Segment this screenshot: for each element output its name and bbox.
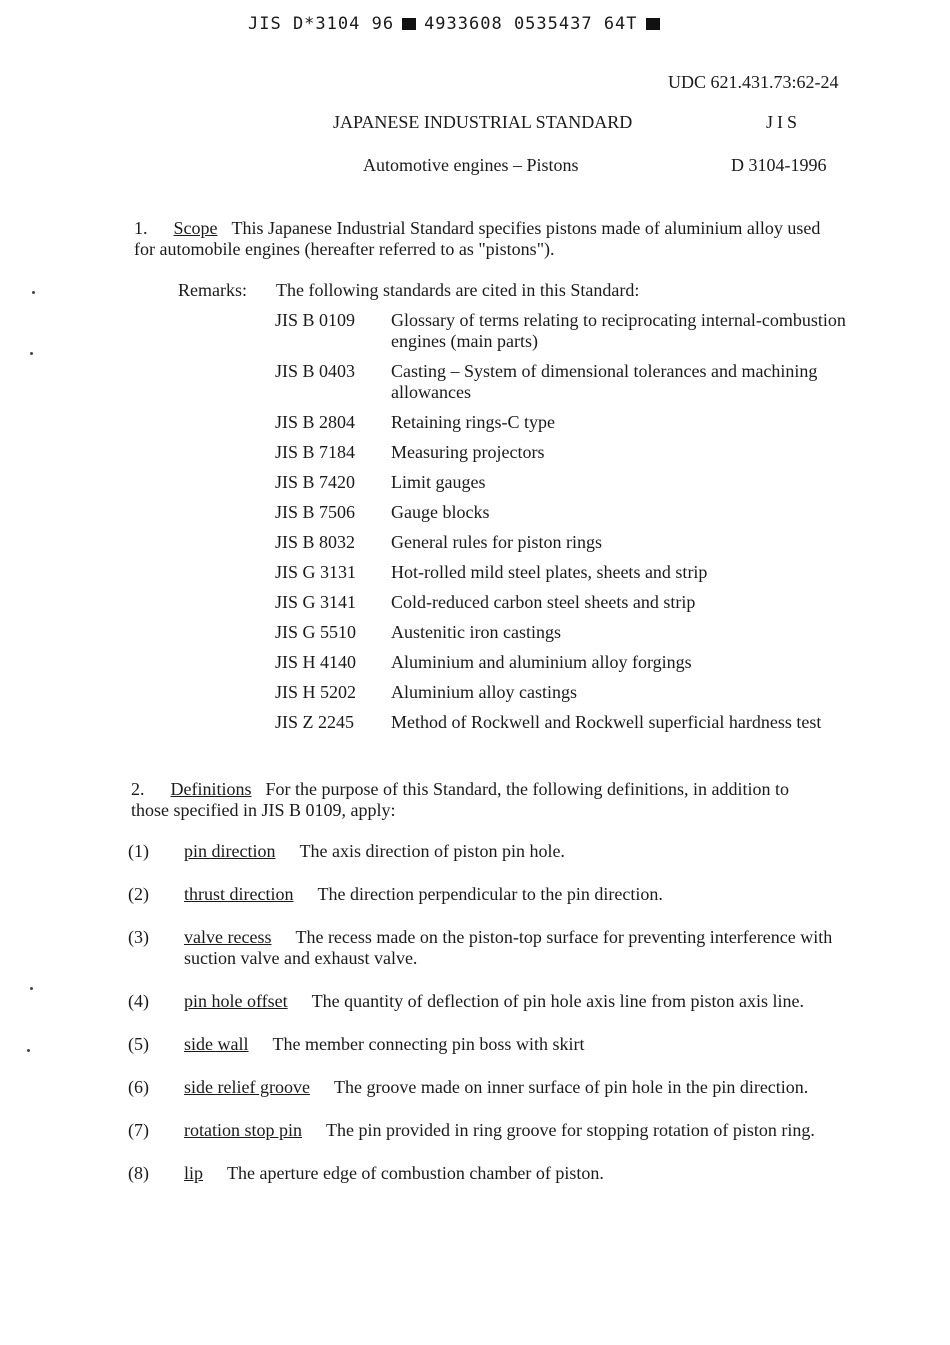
cited-standard-item: [275, 472, 855, 493]
cited-standard-item: [275, 502, 855, 523]
definition-body: [184, 841, 848, 862]
scope-section: [134, 218, 834, 260]
definition-item: [128, 991, 848, 1012]
cited-standard-title: Glossary of terms relating to reciprocating internal-combustion engines (main parts): [391, 310, 846, 351]
cited-standard-code: JIS B 8032: [275, 532, 356, 552]
cited-standard-title: Aluminium alloy castings: [391, 682, 577, 702]
cited-standard-title: Retaining rings-C type: [391, 412, 555, 432]
definition-body: [184, 1034, 848, 1055]
definition-number: (7): [128, 1120, 149, 1140]
standard-title: JAPANESE INDUSTRIAL STANDARD: [333, 112, 633, 132]
cited-standard-code: JIS B 7506: [275, 502, 356, 522]
document-code-header: [248, 14, 668, 34]
definitions-list: [128, 841, 848, 1184]
cited-standards-list: [275, 310, 855, 742]
definition-number: (5): [128, 1034, 149, 1054]
section-title: Definitions: [170, 779, 252, 799]
section-text: For the purpose of this Standard, the following definitions, in addition to those specified in JIS B 0109, apply:: [131, 779, 789, 820]
definition-number: (4): [128, 991, 149, 1011]
cited-standard-code: JIS G 3131: [275, 562, 357, 582]
cited-standard-title: Aluminium and aluminium alloy forgings: [391, 652, 692, 672]
header-code-middle: 4933608 0535437 64T: [424, 14, 638, 34]
definition-item: [128, 884, 848, 905]
definition-text: The pin provided in ring groove for stopping rotation of piston ring.: [326, 1120, 815, 1140]
cited-standard-code: JIS B 0403: [275, 361, 356, 381]
definition-text: The groove made on inner surface of pin hole in the pin direction.: [333, 1077, 809, 1097]
definition-item: [128, 1077, 848, 1098]
remarks-intro: The following standards are cited in this Standard:: [276, 280, 640, 300]
definition-item: [128, 841, 848, 862]
cited-standard-item: [275, 412, 855, 433]
document-subject: Automotive engines – Pistons: [363, 155, 579, 175]
definition-text: The direction perpendicular to the pin direction.: [317, 884, 663, 904]
definition-item: [128, 1120, 848, 1141]
section-text: This Japanese Industrial Standard specifies pistons made of aluminium alloy used for automobile engines (hereafter referred to as "pistons").: [134, 218, 821, 259]
cited-standard-code: JIS H 5202: [275, 682, 357, 702]
cited-standard-code: JIS B 0109: [275, 310, 356, 330]
cited-standard-code: JIS B 2804: [275, 412, 356, 432]
definition-term: thrust direction: [184, 884, 294, 904]
header-code-left: JIS D*3104 96: [248, 14, 395, 34]
cited-standard-item: [275, 532, 855, 553]
cited-standard-title: Austenitic iron castings: [391, 622, 561, 642]
definition-term: lip: [184, 1163, 204, 1183]
cited-standard-item: [275, 652, 855, 673]
definition-term: side relief groove: [184, 1077, 310, 1097]
definition-term: rotation stop pin: [184, 1120, 302, 1140]
definition-term: pin direction: [184, 841, 276, 861]
cited-standard-title: Measuring projectors: [391, 442, 545, 462]
cited-standard-code: JIS H 4140: [275, 652, 357, 672]
definition-number: (3): [128, 927, 149, 947]
cited-standard-item: [275, 712, 855, 733]
definition-number: (6): [128, 1077, 149, 1097]
definition-body: [184, 1163, 848, 1184]
remarks-label: Remarks:: [178, 280, 247, 300]
definition-term: valve recess: [184, 927, 272, 947]
scan-speck: [32, 291, 35, 294]
jis-label: JIS: [766, 112, 802, 132]
cited-standard-title: Limit gauges: [391, 472, 486, 492]
cited-standard-item: [275, 562, 855, 583]
cited-standard-code: JIS Z 2245: [275, 712, 355, 732]
barcode-block-icon: [402, 18, 416, 30]
definition-body: [184, 991, 848, 1012]
definition-text: The axis direction of piston pin hole.: [299, 841, 565, 861]
definition-text: The aperture edge of combustion chamber of piston.: [227, 1163, 604, 1183]
section-number: 1.: [134, 218, 148, 238]
cited-standard-item: [275, 592, 855, 613]
scan-speck: [30, 352, 33, 355]
barcode-block-icon: [646, 18, 660, 30]
cited-standard-title: Cold-reduced carbon steel sheets and strip: [391, 592, 696, 612]
cited-standard-item: [275, 361, 855, 403]
scan-speck: [27, 1049, 30, 1052]
cited-standard-title: Method of Rockwell and Rockwell superficial hardness test: [391, 712, 822, 732]
definition-body: [184, 1120, 848, 1141]
cited-standard-code: JIS G 5510: [275, 622, 357, 642]
section-number: 2.: [131, 779, 145, 799]
definition-body: [184, 927, 848, 969]
standard-number: D 3104-1996: [731, 155, 827, 175]
definition-text: The quantity of deflection of pin hole axis line from piston axis line.: [311, 991, 805, 1011]
cited-standard-item: [275, 682, 855, 703]
cited-standard-code: JIS B 7184: [275, 442, 356, 462]
cited-standard-code: JIS G 3141: [275, 592, 357, 612]
cited-standard-title: Hot-rolled mild steel plates, sheets and strip: [391, 562, 708, 582]
definition-item: [128, 927, 848, 969]
definition-item: [128, 1034, 848, 1055]
definition-number: (8): [128, 1163, 149, 1183]
definition-item: [128, 1163, 848, 1184]
definition-number: (1): [128, 841, 149, 861]
cited-standard-title: General rules for piston rings: [391, 532, 602, 552]
udc-number: UDC 621.431.73:62-24: [668, 72, 839, 92]
cited-standard-code: JIS B 7420: [275, 472, 356, 492]
definitions-section: [131, 779, 831, 821]
cited-standard-item: [275, 310, 855, 352]
definition-text: The member connecting pin boss with skirt: [272, 1034, 585, 1054]
section-title: Scope: [173, 218, 218, 238]
definition-text: The recess made on the piston-top surface for preventing interference with suction valve and exhaust valve.: [184, 927, 833, 968]
scan-speck: [30, 987, 33, 990]
definition-number: (2): [128, 884, 149, 904]
cited-standard-title: Casting – System of dimensional tolerances and machining allowances: [391, 361, 818, 402]
cited-standard-title: Gauge blocks: [391, 502, 490, 522]
definition-term: side wall: [184, 1034, 249, 1054]
cited-standard-item: [275, 442, 855, 463]
definition-term: pin hole offset: [184, 991, 288, 1011]
cited-standard-item: [275, 622, 855, 643]
definition-body: [184, 1077, 848, 1098]
definition-body: [184, 884, 848, 905]
